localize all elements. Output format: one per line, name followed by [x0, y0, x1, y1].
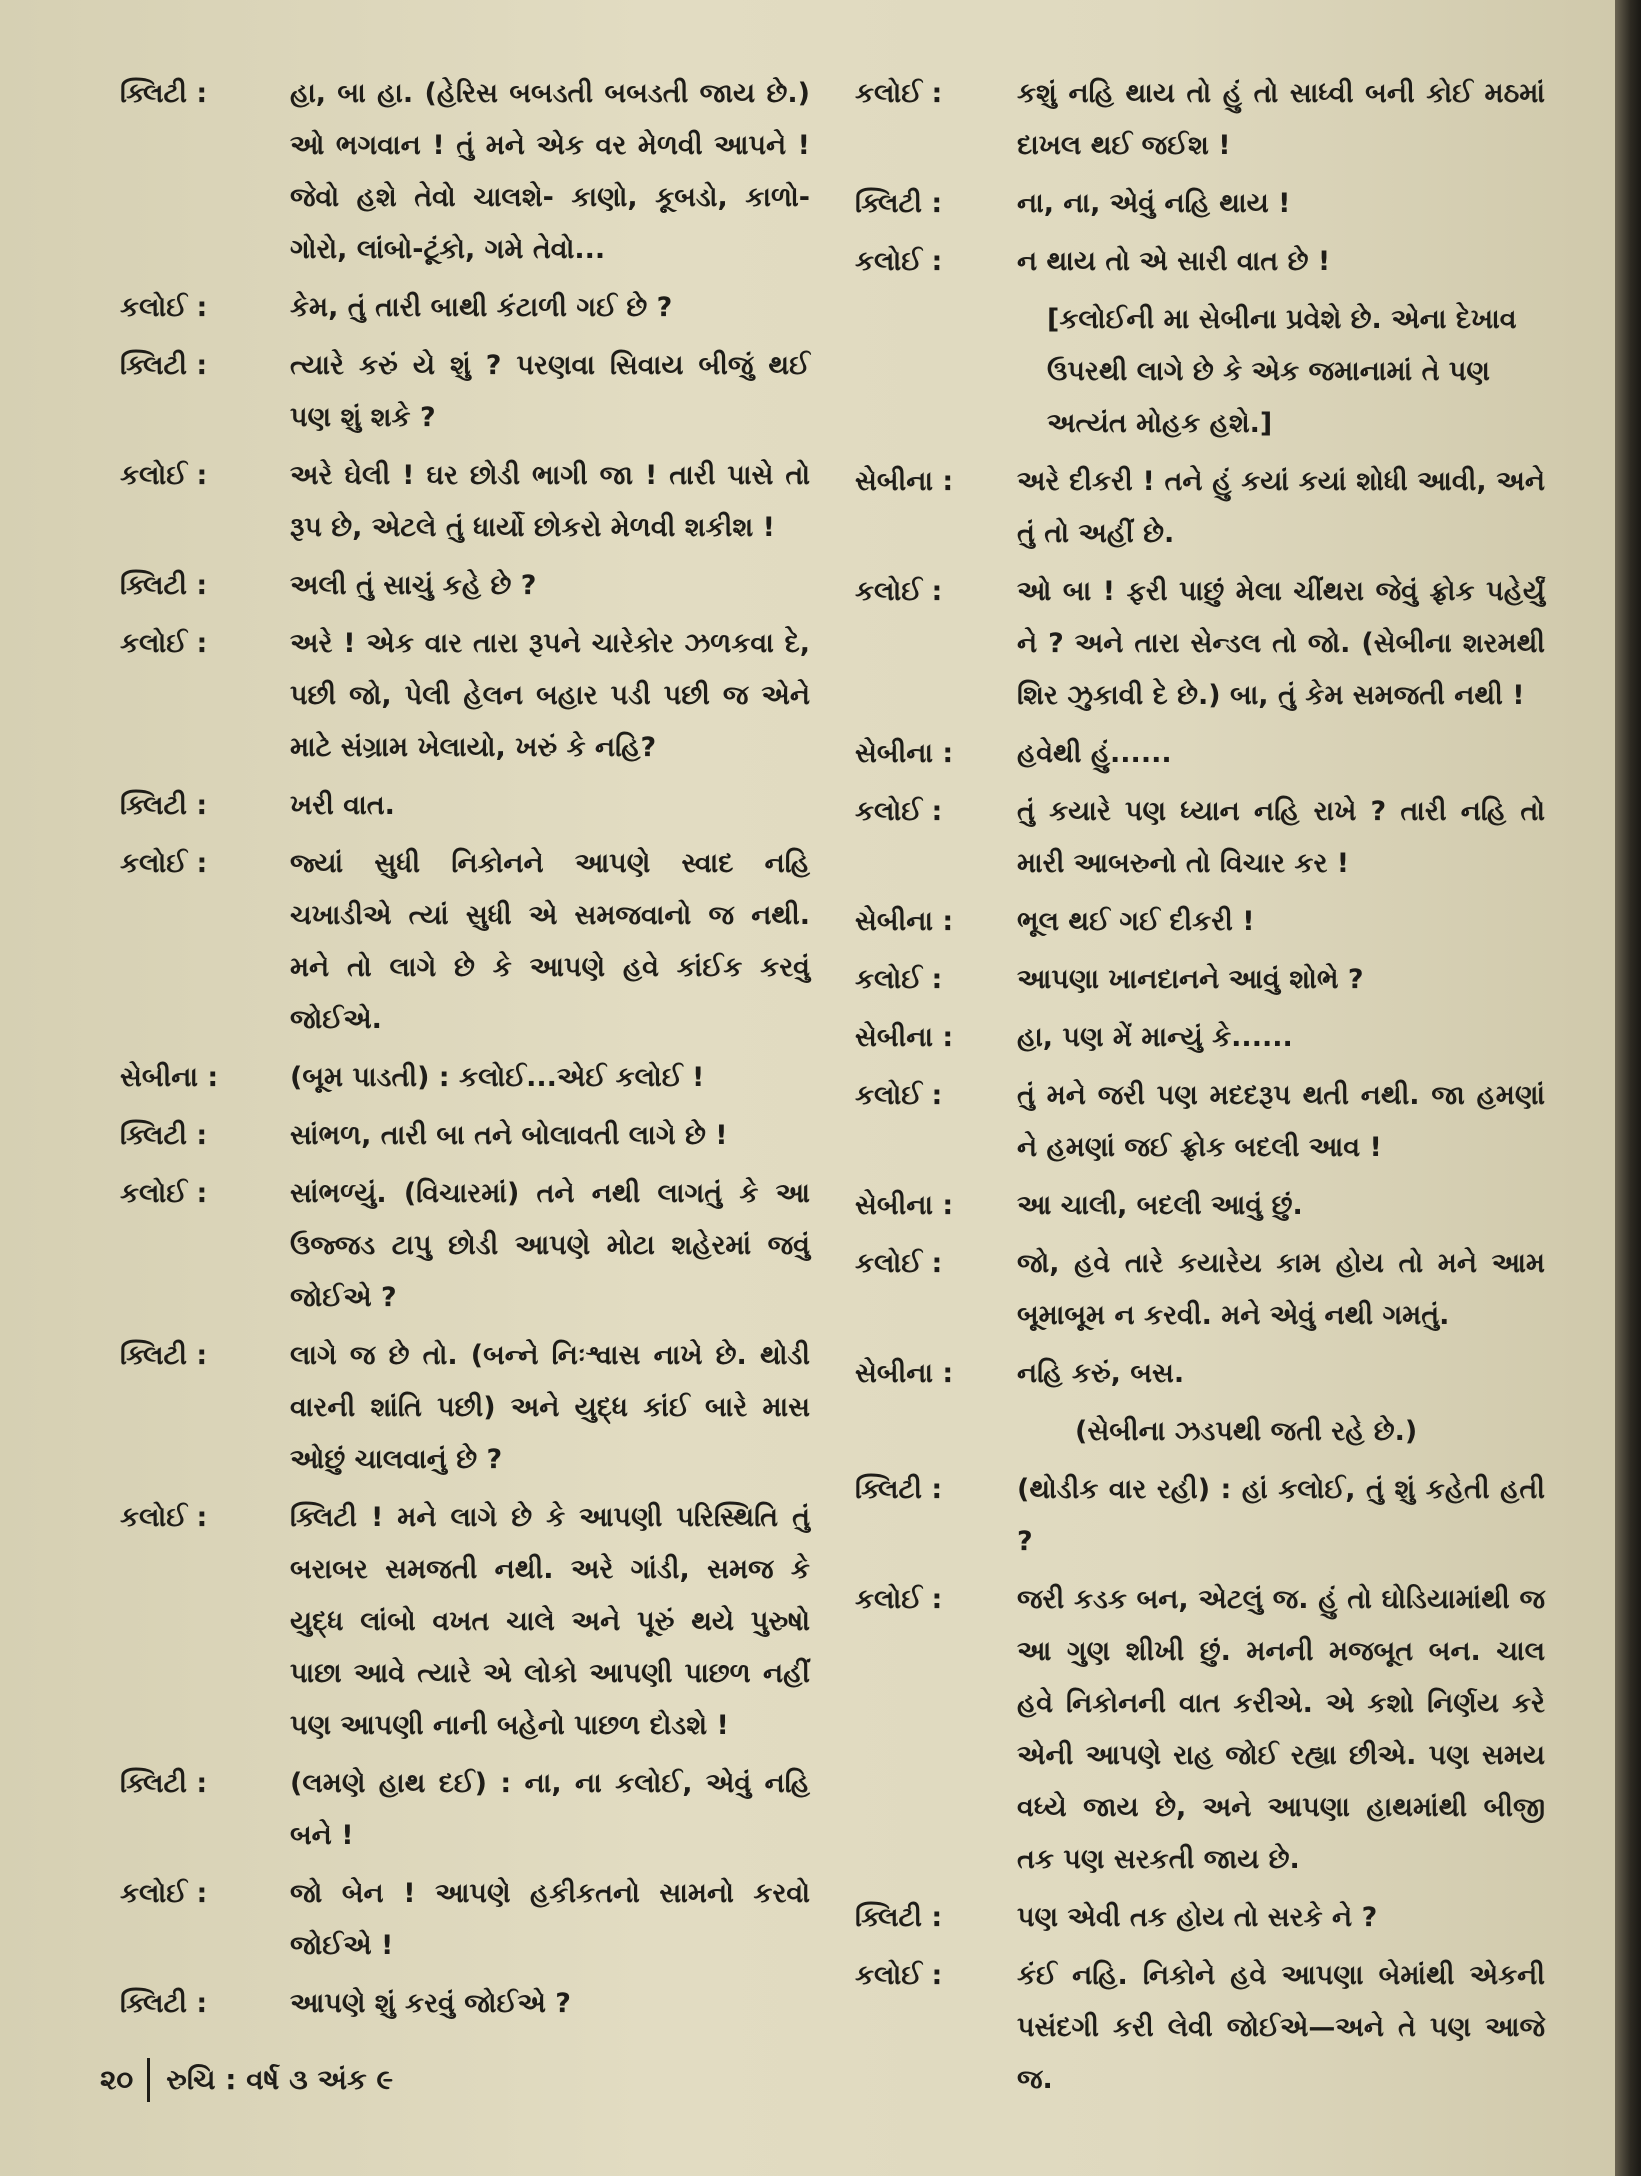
dialogue-entry: [855, 728, 1545, 780]
speaker-name: ક્લિટી :: [120, 1340, 208, 1371]
speaker-name: ક્લિટી :: [120, 1120, 208, 1151]
dialogue-text: ભૂલ થઈ ગઈ દીકરી !: [1017, 906, 1255, 937]
speaker-name: કલોઈ :: [855, 1584, 943, 1615]
dialogue-text: આ ચાલી, બદલી આવું છું.: [1017, 1190, 1303, 1221]
dialogue-entry: [855, 1464, 1545, 1568]
dialogue-text: જરી કડક બન, એટલું જ. હું તો ઘોડિયામાંથી જ આ ગુણ શીખી છું. મનની મજબૂત બન. ચાલ હવે નિકોનની વાત કરીએ. એ કશો નિર્ણય કરે એની આપણે રાહ જોઈ રહ્યા છીએ. પણ સમય વધ્યે જાય છે, અને આપણા હાથમાંથી બીજી તક પણ સરકતી જાય છે.: [1017, 1584, 1545, 1875]
dialogue-entry: [855, 1238, 1545, 1342]
dialogue-text: પણ એવી તક હોય તો સરકે ને ?: [1017, 1902, 1378, 1933]
dialogue-entry: [120, 340, 810, 444]
dialogue-text: ખરી વાત.: [290, 790, 395, 821]
dialogue-entry: [120, 1492, 810, 1752]
speaker-name: સેબીના :: [855, 738, 954, 769]
dialogue-text: નહિ કરું, બસ.: [1017, 1358, 1185, 1389]
dialogue-text: સાંભળ્યું. (વિચારમાં) તને નથી લાગતું કે આ ઉજ્જડ ટાપુ છોડી આપણે મોટા શહેરમાં જવું જોઈએ ?: [290, 1178, 810, 1313]
dialogue-entry: [120, 1758, 810, 1862]
speaker-name: ક્લિટી :: [855, 1902, 943, 1933]
right-column: [855, 68, 1545, 2112]
stage-direction: [કલોઈની મા સેબીના પ્રવેશે છે. એના દેખાવ ઉપરથી લાગે છે કે એક જમાનામાં તે પણ અત્યંત મોહક હશે.]: [1047, 304, 1517, 439]
speaker-name: ક્લિટી :: [120, 1988, 208, 2019]
speaker-name: ક્લિટી :: [855, 188, 943, 219]
speaker-name: કલોઈ :: [855, 246, 943, 277]
dialogue-text: (થોડીક વાર રહી) : હાં કલોઈ, તું શું કહેતી હતી ?: [1017, 1474, 1545, 1557]
dialogue-entry: [855, 178, 1545, 230]
dialogue-text: આપણે શું કરવું જોઈએ ?: [290, 1988, 571, 2019]
speaker-name: ક્લિટી :: [855, 1474, 943, 1505]
dialogue-text: જો બેન ! આપણે હકીકતનો સામનો કરવો જોઈએ !: [290, 1878, 810, 1961]
dialogue-entry: [855, 896, 1545, 948]
dialogue-text: આપણા ખાનદાનને આવું શોભે ?: [1017, 964, 1364, 995]
dialogue-text: ના, ના, એવું નહિ થાય !: [1017, 188, 1291, 219]
speaker-name: ક્લિટી :: [120, 790, 208, 821]
page-number: ૨૦: [100, 2063, 134, 2096]
dialogue-entry: [120, 1052, 810, 1104]
dialogue-text: તું મને જરી પણ મદદરૂપ થતી નથી. જા હમણાં ને હમણાં જઈ ફ્રોક બદલી આવ !: [1017, 1080, 1545, 1163]
dialogue-entry: [855, 1070, 1545, 1174]
speaker-name: કલોઈ :: [120, 460, 208, 491]
stage-direction: (સેબીના ઝડપથી જતી રહે છે.): [1075, 1416, 1418, 1447]
dialogue-entry: [120, 282, 810, 334]
dialogue-text: તું કયારે પણ ધ્યાન નહિ રાખે ? તારી નહિ તો મારી આબરુનો તો વિચાર કર !: [1017, 796, 1545, 879]
dialogue-entry: [120, 1330, 810, 1486]
dialogue-entry: [120, 780, 810, 832]
speaker-name: કલોઈ :: [855, 1248, 943, 1279]
dialogue-entry: [120, 1110, 810, 1162]
dialogue-text: અરે દીકરી ! તને હું કયાં કયાં શોધી આવી, અને તું તો અહીં છે.: [1017, 466, 1545, 549]
issue-label: રુચિ : વર્ષ ૩ અંક ૯: [166, 2063, 394, 2096]
dialogue-text: અરે ઘેલી ! ઘર છોડી ભાગી જા ! તારી પાસે તો રૂપ છે, એટલે તું ધાર્યો છોકરો મેળવી શકીશ !: [290, 460, 810, 543]
dialogue-entry: [855, 68, 1545, 172]
speaker-name: સેબીના :: [855, 906, 954, 937]
dialogue-entry: [855, 236, 1545, 288]
footer-divider: [147, 2058, 150, 2102]
dialogue-entry: [855, 954, 1545, 1006]
speaker-name: સેબીના :: [855, 1358, 954, 1389]
dialogue-entry: [855, 1950, 1545, 2106]
speaker-name: કલોઈ :: [855, 964, 943, 995]
speaker-name: કલોઈ :: [855, 78, 943, 109]
dialogue-entry: [120, 560, 810, 612]
dialogue-text: જ્યાં સુધી નિકોનને આપણે સ્વાદ નહિ ચખાડીએ ત્યાં સુધી એ સમજવાનો જ નથી. મને તો લાગે છે કે આપણે હવે કાંઈક કરવું જોઈએ.: [290, 848, 810, 1035]
dialogue-entry: [855, 1180, 1545, 1232]
speaker-name: કલોઈ :: [855, 576, 943, 607]
dialogue-text: ક્લિટી ! મને લાગે છે કે આપણી પરિસ્થિતિ તું બરાબર સમજતી નથી. અરે ગાંડી, સમજ કે યુદ્ધ લાંબો વખત ચાલે અને પૂરું થયે પુરુષો પાછા આવે ત્યારે એ લોકો આપણી પાછળ નહીં પણ આપણી નાની બહેનો પાછળ દોડશે !: [290, 1502, 810, 1741]
dialogue-text: કેમ, તું તારી બાથી કંટાળી ગઈ છે ?: [290, 292, 673, 323]
dialogue-entry: [855, 1574, 1545, 1886]
dialogue-entry: [120, 1868, 810, 1972]
dialogue-entry: [855, 566, 1545, 722]
dialogue-text: ઓ બા ! ફરી પાછું મેલા ચીંથરા જેવું ફ્રોક પહેર્યું ને ? અને તારા સેન્ડલ તો જો. (સેબીના શરમથી શિર ઝુકાવી દે છે.) બા, તું કેમ સમજતી નથી !: [1017, 576, 1545, 711]
dialogue-text: લાગે જ છે તો. (બન્ને નિઃશ્વાસ નાખે છે. થોડી વારની શાંતિ પછી) અને યુદ્ધ કાંઈ બારે માસ ઓછું ચાલવાનું છે ?: [290, 1340, 810, 1475]
speaker-name: ક્લિટી :: [120, 350, 208, 381]
speaker-name: કલોઈ :: [855, 1080, 943, 1111]
speaker-name: ક્લિટી :: [120, 78, 208, 109]
dialogue-text: હા, પણ મેં માન્યું કે......: [1017, 1022, 1293, 1053]
dialogue-entry: [120, 618, 810, 774]
page-edge-shadow: [1615, 0, 1641, 2176]
speaker-name: કલોઈ :: [855, 796, 943, 827]
dialogue-text: ન થાય તો એ સારી વાત છે !: [1017, 246, 1331, 277]
dialogue-text: હા, બા હા. (હેરિસ બબડતી બબડતી જાય છે.) ઓ ભગવાન ! તું મને એક વર મેળવી આપને ! જેવો હશે તેવો ચાલશે- કાણો, કૂબડો, કાળો-ગોરો, લાંબો-ટૂંકો, ગમે તેવો...: [290, 78, 810, 265]
dialogue-entry: [120, 1168, 810, 1324]
dialogue-text: અલી તું સાચું કહે છે ?: [290, 570, 537, 601]
speaker-name: કલોઈ :: [855, 1960, 943, 1991]
dialogue-text: હવેથી હું......: [1017, 738, 1172, 769]
dialogue-entry: [855, 786, 1545, 890]
speaker-name: ક્લિટી :: [120, 1768, 208, 1799]
left-column: [120, 68, 810, 2036]
dialogue-entry: [855, 456, 1545, 560]
speaker-name: કલોઈ :: [120, 848, 208, 879]
speaker-name: કલોઈ :: [120, 1878, 208, 1909]
dialogue-entry: [855, 1892, 1545, 1944]
speaker-name: સેબીના :: [855, 1022, 954, 1053]
dialogue-text: સાંભળ, તારી બા તને બોલાવતી લાગે છે !: [290, 1120, 728, 1151]
dialogue-text: કશું નહિ થાય તો હું તો સાધ્વી બની કોઈ મઠમાં દાખલ થઈ જઈશ !: [1017, 78, 1545, 161]
dialogue-entry: [120, 450, 810, 554]
dialogue-entry: [120, 1978, 810, 2030]
speaker-name: સેબીના :: [855, 466, 954, 497]
dialogue-text: કંઈ નહિ. નિકોને હવે આપણા બેમાંથી એકની પસંદગી કરી લેવી જોઈએ—અને તે પણ આજે જ.: [1017, 1960, 1545, 2095]
dialogue-entry: [855, 1012, 1545, 1064]
speaker-name: કલોઈ :: [120, 1502, 208, 1533]
dialogue-text: (બૂમ પાડતી) : કલોઈ...એઈ કલોઈ !: [290, 1062, 705, 1093]
dialogue-text: જો, હવે તારે કયારેય કામ હોય તો મને આમ બૂમાબૂમ ન કરવી. મને એવું નથી ગમતું.: [1017, 1248, 1545, 1331]
dialogue-entry: [855, 1348, 1545, 1400]
dialogue-text: ત્યારે કરું યે શું ? પરણવા સિવાય બીજું થઈ પણ શું શકે ?: [290, 350, 810, 433]
speaker-name: સેબીના :: [120, 1062, 219, 1093]
speaker-name: કલોઈ :: [120, 1178, 208, 1209]
dialogue-text: અરે ! એક વાર તારા રૂપને ચારેકોર ઝળકવા દે, પછી જો, પેલી હેલન બહાર પડી પછી જ એને માટે સંગ્રામ ખેલાયો, ખરું કે નહિ?: [290, 628, 810, 763]
dialogue-text: (લમણે હાથ દઈ) : ના, ના કલોઈ, એવું નહિ બને !: [290, 1768, 810, 1851]
page-footer: [100, 2058, 393, 2102]
speaker-name: ક્લિટી :: [120, 570, 208, 601]
dialogue-entry: [120, 838, 810, 1046]
speaker-name: કલોઈ :: [120, 628, 208, 659]
dialogue-entry: [120, 68, 810, 276]
speaker-name: સેબીના :: [855, 1190, 954, 1221]
speaker-name: કલોઈ :: [120, 292, 208, 323]
